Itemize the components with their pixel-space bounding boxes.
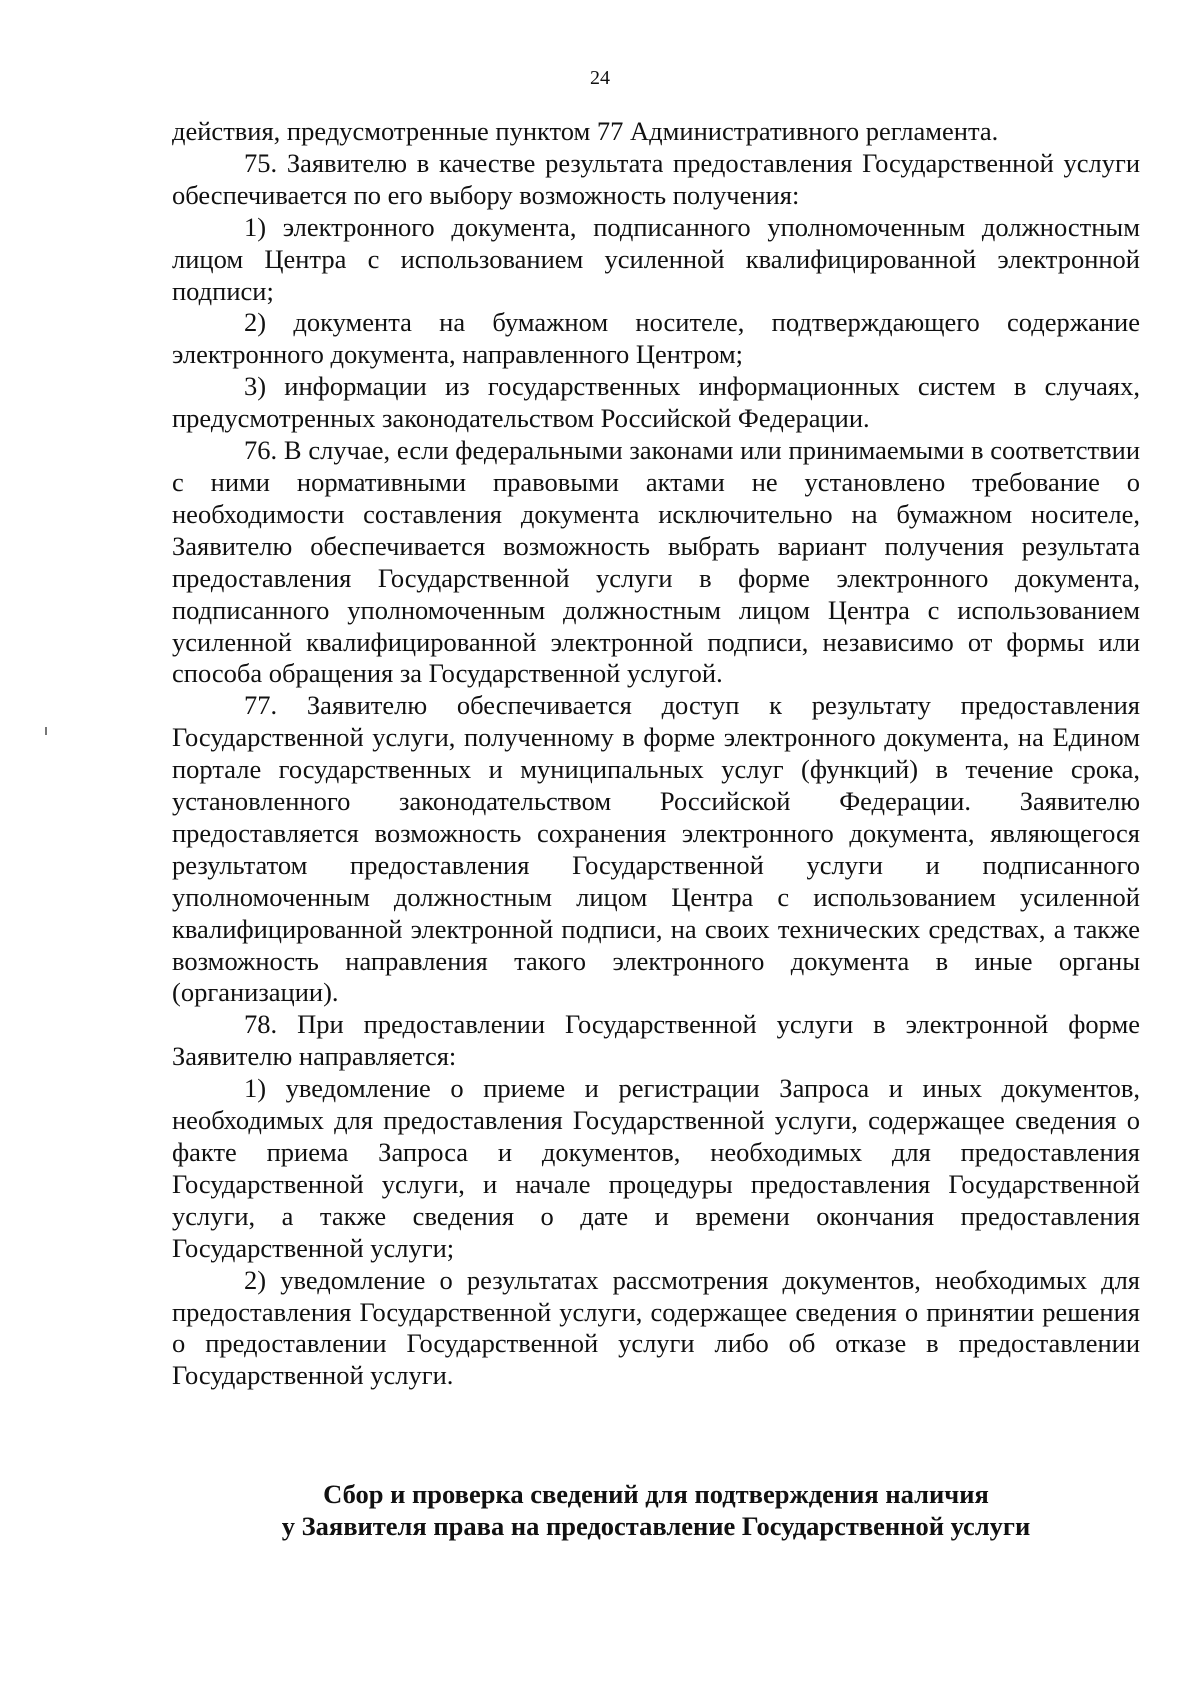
section-heading-line-2: у Заявителя права на предоставление Государственной услуги — [281, 1511, 1031, 1541]
document-body — [172, 116, 1140, 1392]
section-heading-line-1: Сбор и проверка сведений для подтверждения наличия — [323, 1479, 989, 1509]
page-number: 24 — [590, 67, 610, 89]
paragraph-continuation: действия, предусмотренные пунктом 77 Административного регламента. — [172, 116, 999, 146]
paragraph-75-item-2: 2) документа на бумажном носителе, подтверждающего содержание электронного документа, направленного Центром; — [172, 307, 1140, 370]
section-heading — [172, 1478, 1140, 1542]
paragraph-75-item-1: 1) электронного документа, подписанного уполномоченным должностным лицом Центра с использованием усиленной квалифицированной электронной подписи; — [172, 211, 1140, 306]
paragraph-75-item-3: 3) информации из государственных информационных систем в случаях, предусмотренных законодательством Российской Федерации. — [172, 371, 1140, 434]
paragraph-76: 76. В случае, если федеральными законами или принимаемыми в соответствии с ними нормативными правовыми актами не установлено требование о необходимости составления документа исключительно на бумажном носителе, Заявителю обеспечивается возможность выбрать вариант получения результата предоставления Государственной услуги в форме электронного документа, подписанного уполномоченным должностным лицом Центра с использованием усиленной квалифицированной электронной подписи, независимо от формы или способа обращения за Государственной услугой. — [172, 435, 1140, 689]
scan-artifact — [45, 727, 47, 735]
paragraph-78: 78. При предоставлении Государственной услуги в электронной форме Заявителю направляется: — [172, 1009, 1140, 1072]
paragraph-75: 75. Заявителю в качестве результата предоставления Государственной услуги обеспечивается по его выбору возможность получения: — [172, 147, 1140, 210]
paragraph-78-item-1: 1) уведомление о приеме и регистрации Запроса и иных документов, необходимых для предоставления Государственной услуги, содержащее сведения о факте приема Запроса и документов, необходимых для предоставления Государственной услуги, и начале процедуры предоставления Государственной услуги, а также сведения о дате и времени окончания предоставления Государственной услуги; — [172, 1073, 1140, 1263]
paragraph-78-item-2: 2) уведомление о результатах рассмотрения документов, необходимых для предоставления Государственной услуги, содержащее сведения о принятии решения о предоставлении Государственной услуги либо об отказе в предоставлении Государственной услуги. — [172, 1264, 1140, 1391]
paragraph-77: 77. Заявителю обеспечивается доступ к результату предоставления Государственной услуги, полученному в форме электронного документа, на Едином портале государственных и муниципальных услуг (функций) в течение срока, установленного законодательством Российской Федерации. Заявителю предоставляется возможность сохранения электронного документа, являющегося результатом предоставления Государственной услуги и подписанного уполномоченным должностным лицом Центра с использованием усиленной квалифицированной электронной подписи, на своих технических средствах, а также возможность направления такого электронного документа в иные органы (организации). — [172, 690, 1140, 1008]
